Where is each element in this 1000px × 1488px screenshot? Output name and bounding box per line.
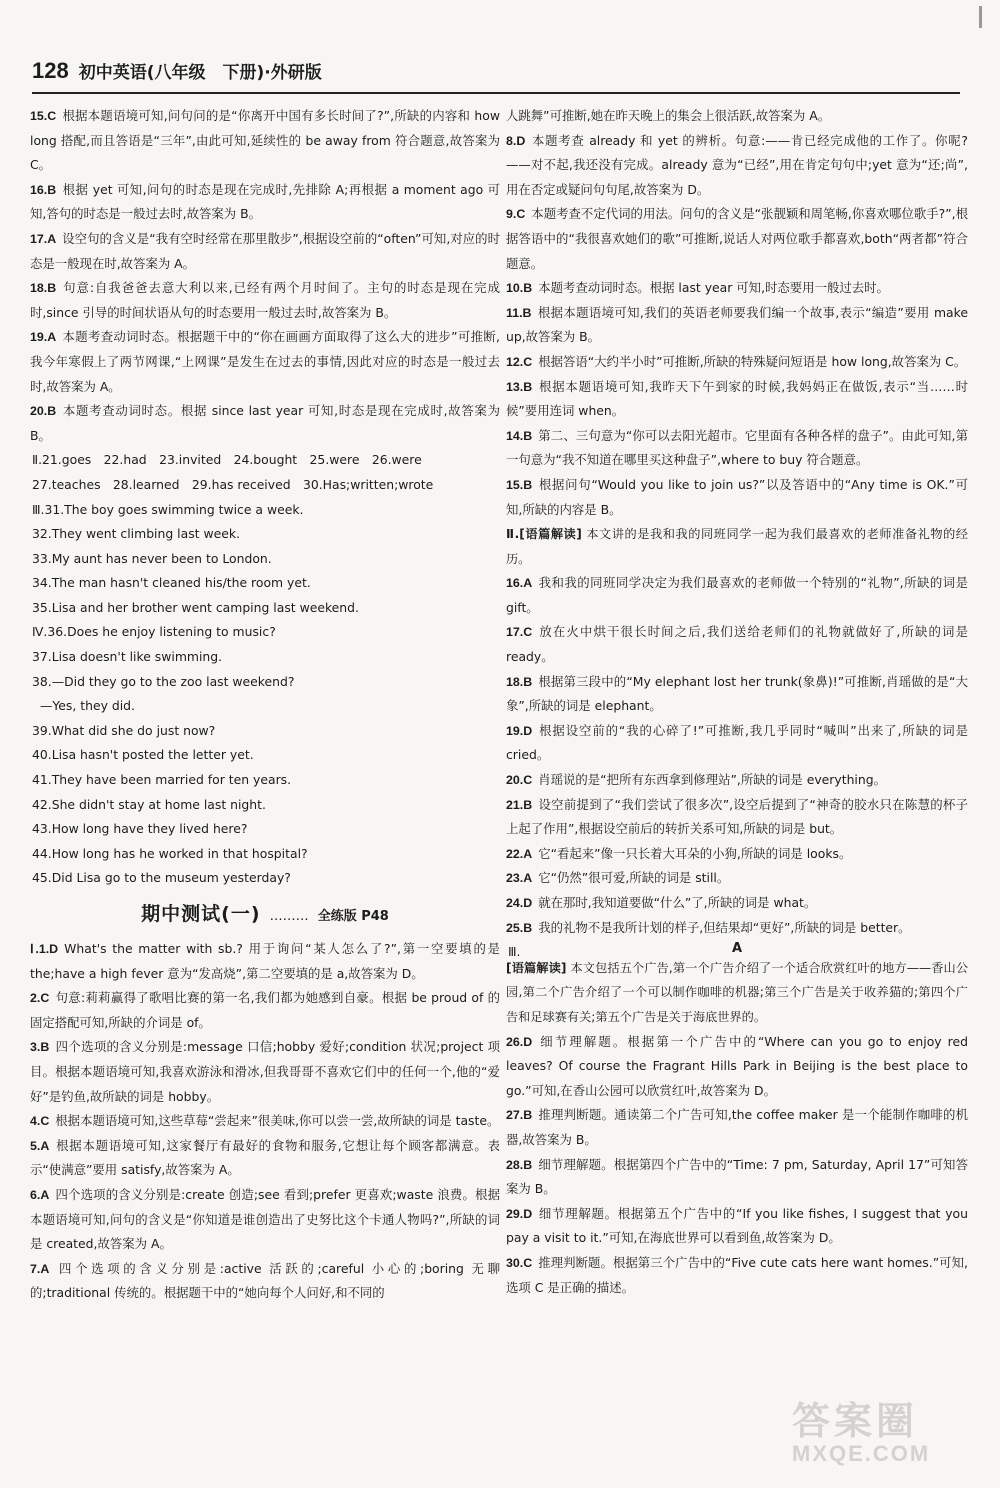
answer-number: 6.A (30, 1187, 50, 1202)
reading-note-3 (506, 956, 968, 1030)
left-entries-part1 (30, 104, 500, 448)
answer-explanation: 根据本题语境可知,我昨天下午到家的时候,我妈妈正在做饭,表示“当……时候”要用连词 when。 (506, 378, 968, 419)
answer-explanation: 根据 yet 可知,问句的时态是现在完成时,先排除 A;再根据 a moment ago 可知,答句的时态是一般过去时,故答案为 B。 (30, 181, 500, 222)
answer-number: 29.D (506, 1206, 533, 1221)
answer-number: 24.D (506, 896, 533, 910)
book-title: 初中英语(八年级 下册)·外研版 (78, 63, 322, 83)
answer-entry (506, 719, 968, 768)
answer-explanation: 本题考查 already 和 yet 的辨析。句意:——肯已经完成他的工作了。你呢?——对不起,我还没有完成。already 意为“已经”,用在肯定句句中;yet 意为“还;尚”,用在否定或疑问句句尾,故答案为 D。 (506, 132, 968, 197)
answer-explanation: 设空前提到了“我们尝试了很多次”,设空后提到了“神奇的胶水只在陈慧的杯子上起了作用”,根据设空前后的转折关系可知,所缺的词是 but。 (506, 796, 968, 837)
answer-line: 32.They went climbing last week. (32, 526, 240, 542)
right-entries-part2 (506, 571, 968, 940)
answer-entry (506, 1251, 968, 1300)
reading-note-2-text: 本文讲的是我和我的同班同学一起为我们最喜欢的老师准备礼物的经历。 (506, 527, 968, 566)
page-edge-mark (979, 6, 982, 28)
answer-entry (506, 620, 968, 669)
answer-entry (506, 866, 968, 891)
answer-number: 26.D (506, 1034, 533, 1049)
answer-explanation: 推理判断题。根据第三个广告中的“Five cute cats here want homes.”可知,选项 C 是正确的描述。 (506, 1254, 968, 1295)
answer-line: 42.She didn't stay at home last night. (32, 796, 266, 812)
header-rule (32, 92, 960, 94)
page-number: 128 (32, 58, 69, 83)
answer-entry (30, 1183, 500, 1257)
answer-entry (506, 891, 968, 916)
answer-number: 15.B (506, 477, 533, 492)
answer-explanation: 放在火中烘干很长时间之后,我们送给老师们的礼物就做好了,所缺的词是 ready。 (506, 624, 968, 665)
answer-number: 27.B (506, 1108, 533, 1123)
answer-entry (506, 842, 968, 867)
answer-entry (506, 670, 968, 719)
answer-line: 34.The man hasn't cleaned his/the room yet. (32, 575, 311, 591)
answer-number: 2.C (30, 991, 50, 1006)
answer-entry (506, 202, 968, 276)
answer-entry (506, 424, 968, 473)
answer-explanation: 本题考查动词时态。根据 last year 可知,时态要用一般过去时。 (538, 280, 889, 296)
answer-entry (30, 1109, 500, 1134)
answer-entry (30, 1134, 500, 1183)
answer-explanation: 根据第三段中的“My elephant lost her trunk(象鼻)!”可推断,肖瑶做的是“大象”,所缺的词是 elephant。 (506, 673, 968, 714)
answer-entry (506, 1103, 968, 1152)
section-three-letter: A (731, 940, 743, 956)
answer-explanation: 根据本题语境可知,这些草莓“尝起来”很美味,你可以尝一尝,故所缺的词是 taste。 (55, 1113, 500, 1129)
answer-explanation: 细节理解题。根据第四个广告中的“Time: 7 pm, Saturday, April 17”可知答案为 B。 (506, 1156, 968, 1197)
answer-entry (30, 178, 500, 227)
answer-entry (30, 104, 500, 178)
answer-explanation: 肖瑶说的是“把所有东西拿到修理站”,所缺的词是 everything。 (538, 772, 886, 788)
answer-explanation: 根据答语“大约半小时”可推断,所缺的特殊疑问短语是 how long,故答案为 C。 (538, 353, 967, 369)
reading-note-3-text: 本文包括五个广告,第一个广告介绍了一个适合欣赏红叶的地方——香山公园,第二个广告介绍了一个可以制作咖啡的机器;第三个广告是关于收养猫的;第四个广告和足球赛有关;第五个广告是关于海底世界的。 (506, 960, 969, 1024)
answer-explanation: 推理判断题。通读第二个广告可知,the coffee maker 是一个能制作咖啡的机器,故答案为 B。 (506, 1107, 968, 1147)
answer-line: —Yes, they did. (40, 698, 135, 714)
answer-entry (30, 276, 500, 325)
answer-entry (506, 276, 968, 301)
right-entries-part1 (506, 129, 968, 523)
answer-entry (506, 916, 968, 941)
left-answer-lines (30, 448, 500, 891)
answer-number: 15.C (30, 109, 57, 123)
answer-number: 14.B (506, 428, 533, 443)
answer-explanation: 细节理解题。根据第五个广告中的“If you like fishes, I suggest that you pay a visit to it.”可知,在海底世界可以看到鱼,故答案为 D。 (506, 1205, 968, 1246)
answer-number: 13.B (506, 379, 533, 394)
watermark-line2: MXQE.COM (792, 1441, 931, 1466)
answer-explanation: 设空句的含义是“我有空时经常在那里散步”,根据设空前的“often”可知,对应的时态是一般现在时,故答案为 A。 (30, 230, 500, 271)
answer-explanation: 根据问句“Would you like to join us?”以及答语中的“Any time is OK.”可知,所缺的内容是 B。 (506, 476, 968, 517)
answer-entry (30, 986, 500, 1035)
answer-number: 19.D (506, 723, 533, 738)
answer-explanation: 四个选项的含义分别是:create 创造;see 看到;prefer 更喜欢;waste 浪费。根据本题语境可知,问句的含义是“你知道是谁创造出了史努比这个卡通人物吗?”,所缺的词是 created,故答案为 A。 (30, 1186, 500, 1252)
answer-explanation: 它“看起来”像一只长着大耳朵的小狗,所缺的词是 looks。 (538, 845, 852, 861)
answer-explanation: What's the matter with sb.? 用于询问“某人怎么了?”,第一空要填的是 the;have a high fever 意为“发高烧”,第二空要填的是 a,故答案为 D。 (30, 941, 500, 981)
answer-entry (506, 129, 968, 203)
answer-explanation: 句意:莉莉赢得了歌唱比赛的第一名,我们都为她感到自豪。根据 be proud of 的固定搭配可知,所缺的介词是 of。 (30, 990, 500, 1030)
watermark-logo (792, 1390, 964, 1478)
watermark-line1: 答案圈 (792, 1399, 919, 1443)
answer-entry (506, 473, 968, 522)
answer-explanation: 四个选项的含义分别是:active 活跃的;careful 小心的;boring 无聊的;traditional 传统的。根据题干中的“她向每个人问好,和不同的 (30, 1260, 500, 1301)
answer-entry (506, 350, 968, 375)
answer-line: 43.How long have they lived here? (32, 821, 248, 837)
answer-line: 45.Did Lisa go to the museum yesterday? (32, 870, 291, 886)
answer-line: 40.Lisa hasn't posted the letter yet. (32, 747, 254, 763)
answer-explanation: 句意:自我爸爸去意大利以来,已经有两个月时间了。主句的时态是现在完成时,since 引导的时间状语从句的时态要用一般过去时,故答案为 B。 (30, 280, 500, 320)
answer-number: 18.B (506, 674, 533, 689)
answer-line: 38.—Did they go to the zoo last weekend? (32, 673, 295, 689)
answer-explanation: 细节理解题。根据第一个广告中的“Where can you go to enjoy red leaves? Of course the Fragrant Hills Park in Beijing is the best place to go.”可知,在香山公园可以欣赏红叶,故答案为 D。 (506, 1033, 968, 1098)
answer-line: Ⅳ.36.Does he enjoy listening to music? (32, 624, 276, 640)
answer-explanation: 根据设空前的“我的心碎了!”可推断,我几乎同时“喊叫”出来了,所缺的词是 cried。 (506, 722, 968, 763)
section-three-roman: Ⅲ. (508, 944, 521, 960)
answer-line: 27.teaches 28.learned 29.has received 30.Has;written;wrote (32, 476, 434, 492)
answer-entry (506, 793, 968, 842)
answer-entry (30, 399, 500, 448)
answer-explanation: 本题考查动词时态。根据 since last year 可知,时态是现在完成时,故答案为 B。 (30, 403, 500, 443)
answer-number: 7.A (30, 1261, 50, 1276)
answer-number: 20.B (30, 404, 57, 419)
answer-number: 16.B (30, 182, 57, 197)
answer-line: 37.Lisa doesn't like swimming. (32, 649, 223, 665)
answer-entry (506, 375, 968, 424)
answer-entry (506, 571, 968, 620)
answer-entry (30, 1257, 500, 1306)
answer-number: 25.B (506, 920, 533, 935)
answer-line: Ⅱ.21.goes 22.had 23.invited 24.bought 25.were 26.were (32, 452, 422, 468)
answer-explanation: 我的礼物不是我所计划的样子,但结果却“更好”,所缺的词是 better。 (538, 919, 911, 935)
answer-entry (506, 301, 968, 350)
answer-explanation: 本题考查不定代词的用法。问句的含义是“张靓颖和周笔畅,你喜欢哪位歌手?”,根据答语中的“我很喜欢她们的歌”可推断,说话人对两位歌手都喜欢,both“两者都”符合题意。 (506, 206, 968, 271)
right-column (506, 104, 968, 1300)
answer-explanation: 第二、三句意为“你可以去阳光超市。它里面有各种各样的盘子”。由此可知,第一句意为“我不知道在哪里买这种盘子”,where to buy 符合题意。 (506, 427, 968, 468)
answer-entry (30, 937, 500, 986)
answer-entry (506, 1202, 968, 1251)
answer-number: 10.B (506, 281, 533, 296)
answer-number: 17.C (506, 625, 533, 640)
answer-line: Ⅲ.31.The boy goes swimming twice a week. (32, 501, 304, 517)
left-entries-part2 (30, 937, 500, 1306)
right-entries-part3 (506, 1030, 968, 1301)
answer-line: 44.How long has he worked in that hospital? (32, 845, 308, 861)
answer-number: 18.B (30, 281, 57, 296)
answer-explanation: 根据本题语境可知,我们的英语老师要我们编一个故事,表示“编造”要用 make up,故答案为 B。 (506, 304, 968, 345)
answer-explanation: 根据本题语境可知,问句问的是“你离开中国有多长时间了?”,所缺的内容和 how long 搭配,而且答语是“三年”,由此可知,延续性的 be away from 符合题意,故答案为 C。 (30, 108, 500, 173)
answer-number: 30.C (506, 1255, 533, 1270)
answer-line: 39.What did she do just now? (32, 722, 216, 738)
answer-entry (30, 227, 500, 276)
section-title: 期中测试(一) (141, 903, 261, 925)
page-header (32, 58, 322, 88)
answer-number: 17.A (30, 231, 57, 246)
answer-number: 5.A (30, 1138, 50, 1153)
answer-number: 19.A (30, 330, 57, 345)
answer-number: 11.B (506, 305, 532, 320)
answer-number: 9.C (506, 207, 526, 222)
answer-number: 4.C (30, 1114, 50, 1129)
section-ref: 全练版 P48 (317, 909, 389, 924)
answer-entry (506, 768, 968, 793)
reading-note-2 (506, 522, 968, 571)
answer-explanation: 根据本题语境可知,这家餐厅有最好的食物和服务,它想让每个顾客都满意。表示“使满意”要用 satisfy,故答案为 A。 (30, 1137, 500, 1178)
answer-number: 8.D (506, 133, 526, 148)
answer-explanation: 我和我的同班同学决定为我们最喜欢的老师做一个特别的“礼物”,所缺的词是 gift。 (506, 575, 968, 615)
reading-note-3-label: [语篇解读] (506, 960, 567, 975)
answer-explanation: 四个选项的含义分别是:message 口信;hobby 爱好;condition 状况;project 项目。根据本题语境可知,我喜欢游泳和滑冰,但我哥哥不喜欢它们中的任何一个,他的“爱好”是钓鱼,故所缺的词是 hobby。 (30, 1039, 500, 1104)
answer-explanation: 本题考查动词时态。根据题干中的“你在画画方面取得了这么大的进步”可推断,我今年寒假上了两节网课,“上网课”是发生在过去的事情,因此对应的时态是一般过去时,故答案为 A。 (30, 329, 500, 394)
answer-line: 33.My aunt has never been to London. (32, 550, 272, 566)
answer-number: 16.A (506, 576, 533, 591)
answer-entry (506, 1030, 968, 1104)
left-column (30, 104, 500, 1306)
answer-explanation: 它“仍然”很可爱,所缺的词是 still。 (538, 870, 730, 886)
answer-number: 23.A (506, 871, 533, 886)
continuation-text: 人跳舞”可推断,她在昨天晚上的集会上很活跃,故答案为 A。 (506, 108, 831, 123)
answer-number: 21.B (506, 797, 533, 812)
answer-entry (30, 1035, 500, 1109)
answer-line: 35.Lisa and her brother went camping last weekend. (32, 599, 359, 615)
answer-explanation: 就在那时,我知道要做“什么”了,所缺的词是 what。 (538, 895, 817, 910)
answer-number: 22.A (506, 846, 533, 861)
answer-number: 28.B (506, 1157, 533, 1172)
answer-number: 20.C (506, 773, 533, 788)
answer-entry (30, 325, 500, 399)
section-heading (30, 899, 500, 929)
answer-line: 41.They have been married for ten years. (32, 772, 292, 788)
answer-number: 12.C (506, 354, 533, 369)
answer-number: 3.B (30, 1040, 50, 1055)
reading-note-2-label: Ⅱ.[语篇解读] (506, 527, 582, 542)
section-dots: ……… (269, 909, 309, 924)
answer-number: Ⅰ.1.D (30, 942, 59, 956)
answer-entry (506, 1153, 968, 1202)
